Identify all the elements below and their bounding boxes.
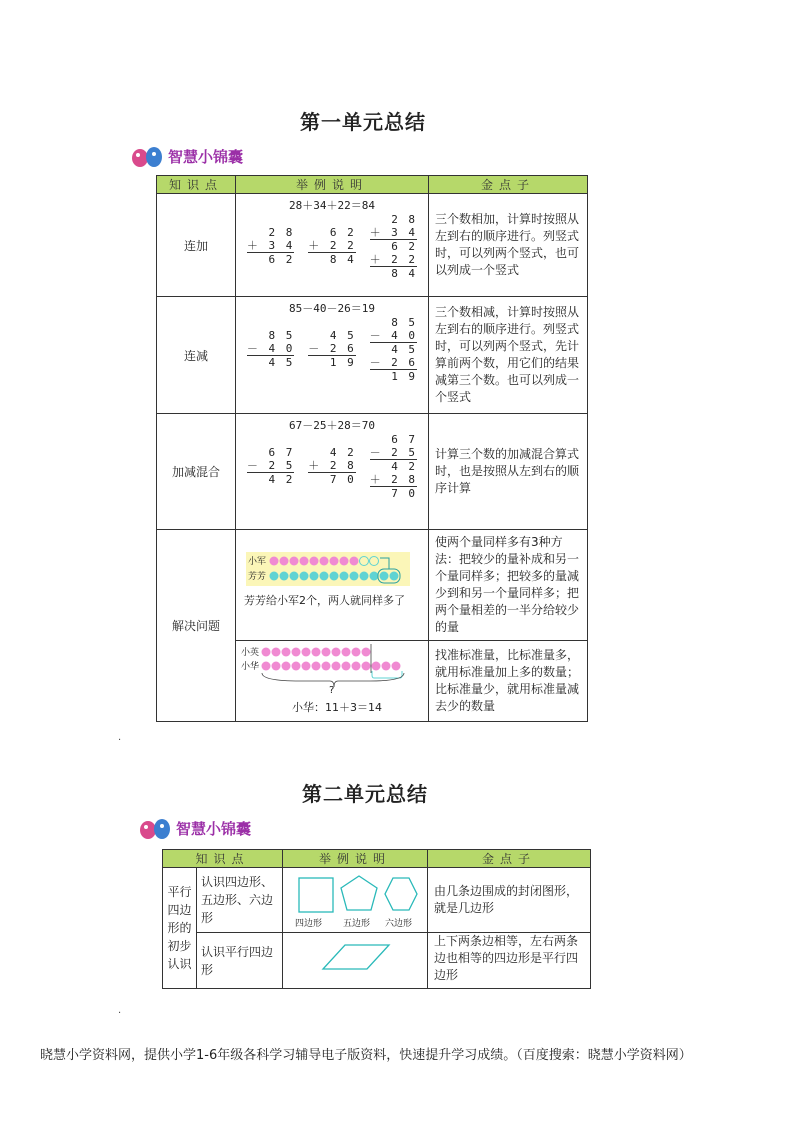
badge-label: 智慧小锦囊 [176,819,252,838]
name-b: 芳芳 [248,572,267,582]
knowledge-point: 认识四边形、五边形、六边形 [197,868,283,933]
bead-diagram-2 [260,643,428,693]
tip: 使两个量同样多有3种方法：把较少的量补成和另一个量同样多；把较多的量减少到和另一个量同样多；把两个量相差的一半分给较少的量 [429,530,588,641]
vertical-calc: 2 8 ＋ 3 4 6 2 [246,226,295,266]
group-label: 平行四边形的初步认识 [163,868,197,989]
separator-dot: . [118,732,122,743]
caption: 芳芳给小军2个，两人就同样多了 [244,594,405,607]
table-header [163,850,591,868]
table-row [157,414,588,530]
unit1-title: 第一单元总结 [300,110,426,134]
shape-label: 六边形 [385,919,413,929]
unit2-title: 第二单元总结 [302,782,428,806]
vertical-calc: 4 5 － 2 6 1 9 [308,329,356,369]
header-tip: 金点子 [429,176,588,194]
knowledge-point: 解决问题 [157,530,236,722]
table-row [163,868,591,933]
header-point: 知识点 [157,176,236,194]
knowledge-point: 认识平行四边形 [197,933,283,989]
header-point: 知识点 [163,850,283,868]
header-example: 举例说明 [283,850,428,868]
table-header [157,176,588,194]
beads-row-a [262,648,371,657]
mascot-icon [130,143,164,169]
tip: 三个数相减，计算时按照从左到右的顺序进行。列竖式时，可以列两个竖式，先计算前两个数，用它们的结果减第三个数。也可以列成一个竖式 [429,297,588,414]
table-row [157,530,588,641]
vertical-calc: 6 2 ＋ 2 2 8 4 [308,226,356,266]
tip: 找准标准量，比标准量多，就用标准量加上多的数量；比标准量少，就用标准量减去少的数量 [429,641,588,722]
table-row [163,933,591,989]
quadrilateral-shape [299,878,333,912]
badge-label: 智慧小锦囊 [168,147,244,166]
hexagon-shape [385,878,417,910]
equation: 67－25＋28＝70 [289,419,375,432]
question-mark: ? [329,685,335,696]
equation: 28＋34＋22＝84 [289,199,375,212]
mascot-icon [138,815,172,841]
header-example: 举例说明 [236,176,429,194]
tip: 上下两条边相等，左右两条边也相等的四边形是平行四边形 [428,933,591,989]
name-a: 小英 [241,648,260,658]
table-row [157,297,588,414]
header-tip: 金点子 [428,850,591,868]
unit1-badge [130,143,243,169]
name-a: 小军 [248,557,267,567]
tip: 由几条边围成的封闭图形，就是几边形 [428,868,591,933]
knowledge-point: 连减 [157,297,236,414]
name-b: 小华 [241,662,260,672]
beads-row-b [262,662,401,671]
unit2-table [162,849,591,989]
beads-row-b [270,572,399,581]
tip: 计算三个数的加减混合算式时，也是按照从左到右的顺序计算 [429,414,588,530]
pentagon-shape [341,876,377,910]
equation: 85－40－26＝19 [289,302,375,315]
vertical-calc: 8 5 － 4 0 4 5 [246,329,295,369]
vertical-calc: 6 7 － 2 5 4 2 ＋ 2 8 7 0 [369,433,418,500]
unit1-table [156,175,588,722]
separator-dot: . [118,1005,122,1016]
beads-row-a [270,557,379,566]
unit2-badge [138,815,251,841]
vertical-calc: 8 5 － 4 0 4 5 － 2 6 1 9 [369,316,418,383]
parallelogram-shape [283,935,428,983]
vertical-calc: 4 2 ＋ 2 8 7 0 [308,446,356,486]
tip: 三个数相加，计算时按照从左到右的顺序进行。列竖式时，可以列两个竖式，也可以列成一个竖式 [429,194,588,297]
shape-label: 四边形 [295,919,323,929]
table-row [157,194,588,297]
shape-label: 五边形 [343,919,371,929]
caption: 小华：11＋3＝14 [292,701,382,714]
knowledge-point: 加减混合 [157,414,236,530]
bead-diagram-1 [268,552,418,588]
vertical-calc: 6 7 － 2 5 4 2 [246,446,295,486]
knowledge-point: 连加 [157,194,236,297]
vertical-calc: 2 8 ＋ 3 4 6 2 ＋ 2 2 8 4 [369,213,418,280]
footer-text: 晓慧小学资料网，提供小学1-6年级各科学习辅导电子版资料，快速提升学习成绩。（百度搜索：晓慧小学资料网） [40,1048,692,1063]
